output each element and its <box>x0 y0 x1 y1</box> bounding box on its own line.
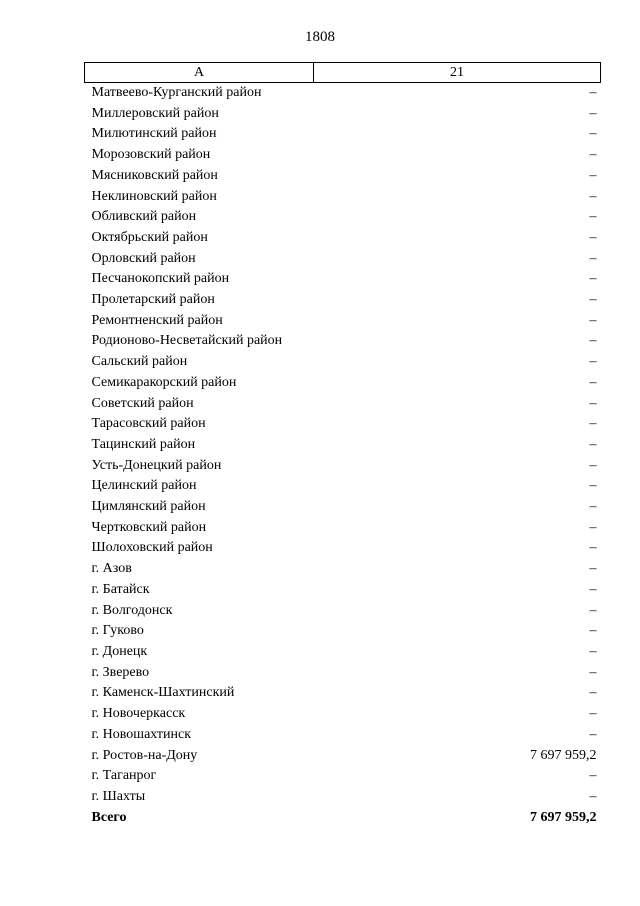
row-name: Неклиновский район <box>91 188 217 204</box>
row-value: – <box>589 768 597 784</box>
table-row <box>85 249 601 270</box>
row-name: Цимлянский район <box>91 499 206 515</box>
row-value: – <box>589 602 597 618</box>
row-name: Родионово-Несветайский район <box>91 333 283 349</box>
table-row <box>85 83 601 104</box>
table-row <box>85 683 601 704</box>
row-name: Миллеровский район <box>91 105 219 121</box>
row-value: – <box>589 726 597 742</box>
row-value: – <box>589 312 597 328</box>
row-value: – <box>589 499 597 515</box>
table-row <box>85 166 601 187</box>
table-row <box>85 394 601 415</box>
row-value: – <box>589 685 597 701</box>
row-name: г. Зверево <box>91 664 150 680</box>
table-row <box>85 538 601 559</box>
table-row <box>85 373 601 394</box>
table-row <box>85 497 601 518</box>
table-row <box>85 414 601 435</box>
row-name: г. Донецк <box>91 643 148 659</box>
row-value: – <box>589 85 597 100</box>
total-value: 7 697 959,2 <box>530 809 597 825</box>
row-name: г. Каменск-Шахтинский <box>91 685 235 701</box>
data-table <box>84 62 601 828</box>
table-row <box>85 518 601 539</box>
table-row <box>85 725 601 746</box>
row-value: – <box>589 229 597 245</box>
row-value: – <box>589 788 597 804</box>
row-name: г. Ростов-на-Дону <box>91 747 198 763</box>
row-name: Семикаракорский район <box>91 374 237 390</box>
row-name: г. Гуково <box>91 623 144 639</box>
table-row <box>85 435 601 456</box>
row-name: Ремонтненский район <box>91 312 223 328</box>
row-value: – <box>589 188 597 204</box>
row-name: Сальский район <box>91 354 188 370</box>
table-row <box>85 104 601 125</box>
row-name: г. Новочеркасск <box>91 706 186 722</box>
row-name: Морозовский район <box>91 147 211 163</box>
page-number: 1808 <box>305 29 335 45</box>
table-row <box>85 207 601 228</box>
row-value: – <box>589 354 597 370</box>
row-value: – <box>589 436 597 452</box>
row-value: – <box>589 333 597 349</box>
row-name: Орловский район <box>91 250 196 266</box>
total-row <box>85 808 601 829</box>
row-name: Целинский район <box>91 478 197 494</box>
row-value: – <box>589 643 597 659</box>
header-row <box>85 63 601 83</box>
row-value: 7 697 959,2 <box>530 747 597 763</box>
table-row <box>85 352 601 373</box>
table-row <box>85 766 601 787</box>
table-row <box>85 787 601 808</box>
row-value: – <box>589 540 597 556</box>
row-value: – <box>589 664 597 680</box>
table-row <box>85 290 601 311</box>
row-value: – <box>589 209 597 225</box>
row-value: – <box>589 147 597 163</box>
row-name: Песчанокопский район <box>91 271 230 287</box>
table-row <box>85 580 601 601</box>
row-value: – <box>589 374 597 390</box>
row-name: г. Волгодонск <box>91 602 173 618</box>
table-row <box>85 476 601 497</box>
table-row <box>85 559 601 580</box>
row-name: г. Таганрог <box>91 768 157 784</box>
total-label: Всего <box>91 809 127 825</box>
row-name: Шолоховский район <box>91 540 213 556</box>
table-row <box>85 145 601 166</box>
row-value: – <box>589 519 597 535</box>
table-row <box>85 456 601 477</box>
row-name: Октябрьский район <box>91 229 208 245</box>
row-name: Тарасовский район <box>91 416 206 432</box>
row-value: – <box>589 457 597 473</box>
row-value: – <box>589 126 597 142</box>
table-row <box>85 124 601 145</box>
row-name: Чертковский район <box>91 519 207 535</box>
table-row <box>85 663 601 684</box>
row-name: г. Шахты <box>91 788 146 804</box>
table-row <box>85 311 601 332</box>
table-row <box>85 331 601 352</box>
table-row <box>85 269 601 290</box>
table-row <box>85 642 601 663</box>
table-row <box>85 746 601 767</box>
row-value: – <box>589 416 597 432</box>
table-row <box>85 621 601 642</box>
table-row <box>85 704 601 725</box>
row-name: Матвеево-Курганский район <box>91 85 262 100</box>
row-value: – <box>589 478 597 494</box>
row-name: Милютинский район <box>91 126 217 142</box>
row-value: – <box>589 105 597 121</box>
row-name: Мясниковский район <box>91 167 218 183</box>
row-value: – <box>589 623 597 639</box>
row-value: – <box>589 250 597 266</box>
row-name: Пролетарский район <box>91 292 215 308</box>
row-name: Обливский район <box>91 209 197 225</box>
row-value: – <box>589 292 597 308</box>
table-body <box>85 83 601 829</box>
row-value: – <box>589 581 597 597</box>
row-value: – <box>589 395 597 411</box>
row-name: г. Новошахтинск <box>91 726 192 742</box>
row-name: Тацинский район <box>91 436 196 452</box>
table-row <box>85 601 601 622</box>
row-value: – <box>589 706 597 722</box>
row-name: Советский район <box>91 395 194 411</box>
row-value: – <box>589 561 597 577</box>
table-row <box>85 228 601 249</box>
row-name: г. Азов <box>91 561 132 577</box>
table-header <box>85 63 601 83</box>
column-header-name: А <box>85 63 314 83</box>
row-name: Усть-Донецкий район <box>91 457 222 473</box>
column-header-value: 21 <box>314 63 601 83</box>
table-row <box>85 187 601 208</box>
row-value: – <box>589 167 597 183</box>
row-value: – <box>589 271 597 287</box>
row-name: г. Батайск <box>91 581 150 597</box>
